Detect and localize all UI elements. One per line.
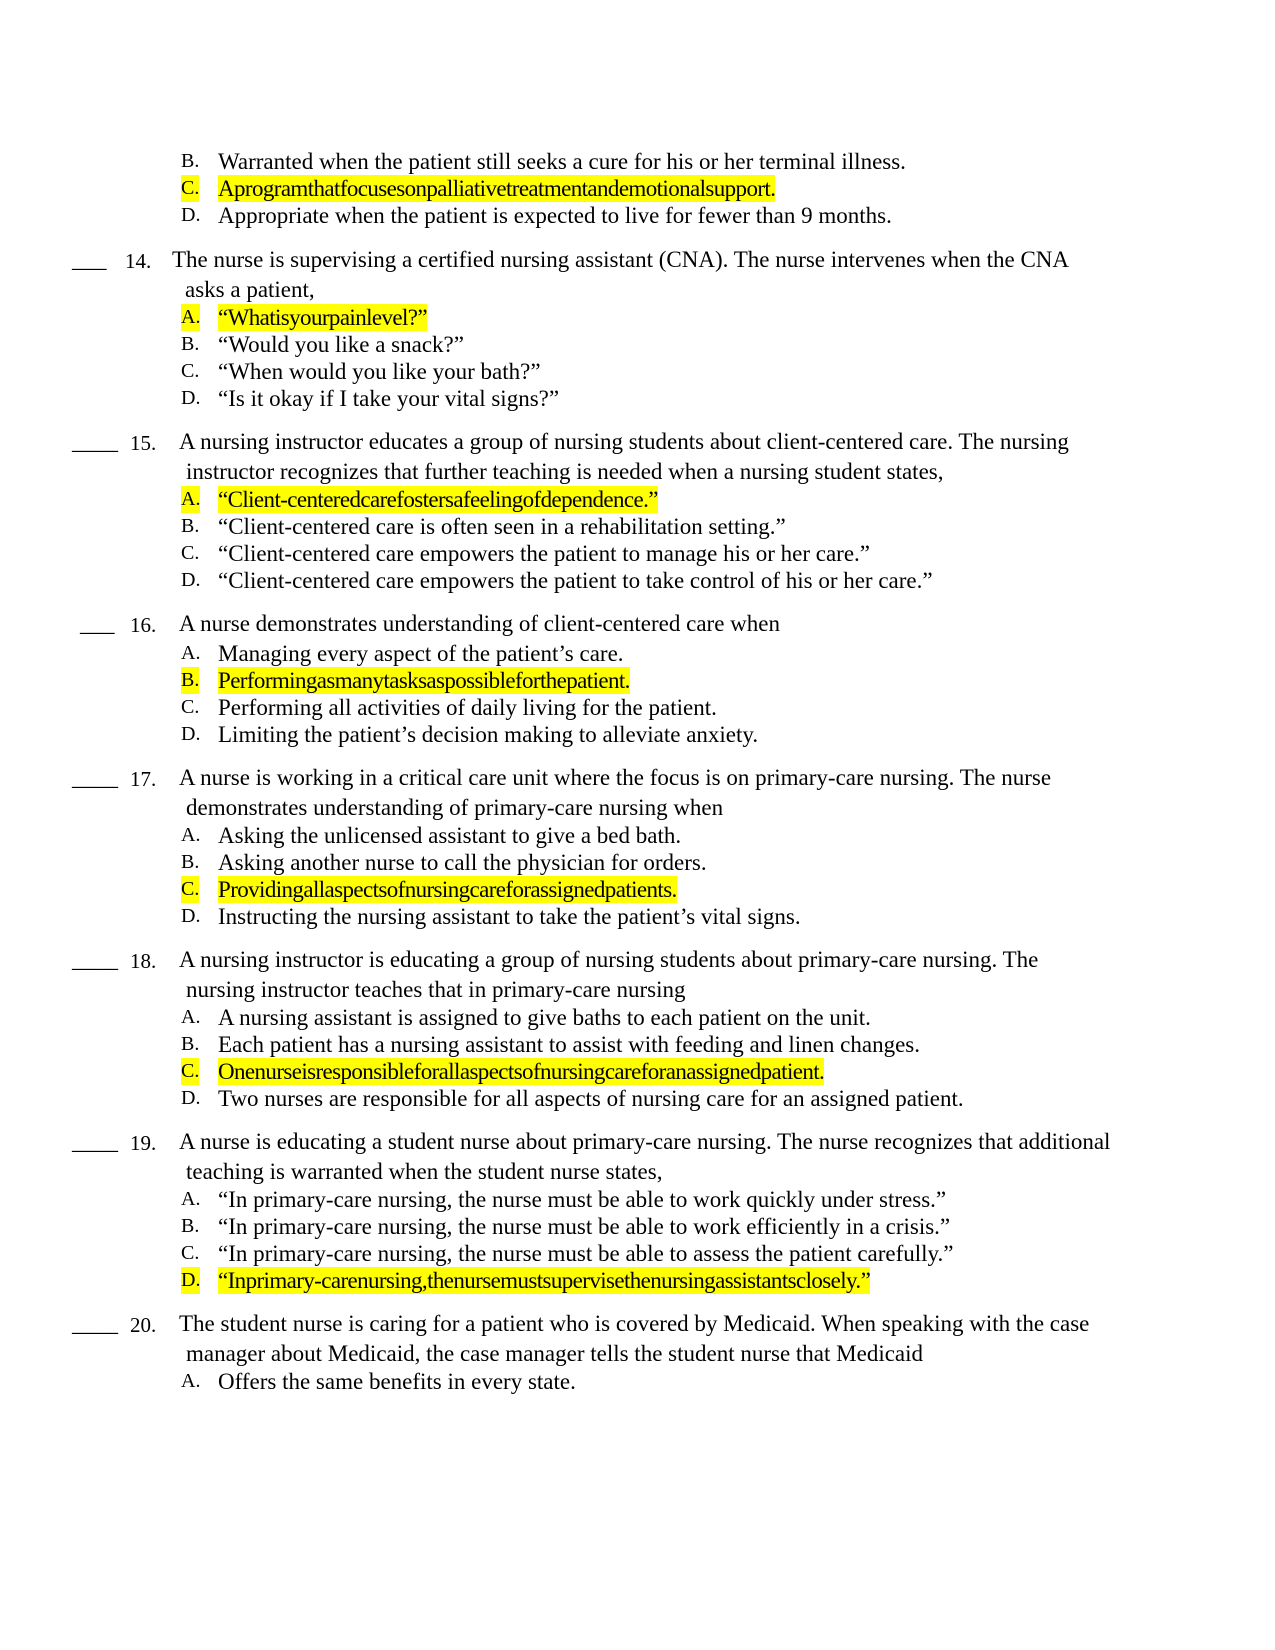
question-stem-line: manager about Medicaid, the case manager tells the student nurse that Medicaid <box>186 1341 924 1366</box>
option-letter-correct: A. <box>181 486 200 513</box>
option-letter-correct: A. <box>181 304 200 331</box>
answer-blank[interactable]: ____ <box>72 765 118 790</box>
question-number: 19. <box>130 1131 157 1155</box>
question-number: 17. <box>130 767 157 791</box>
option-text: “In primary-care nursing, the nurse must be able to work quickly under stress.” <box>218 1187 947 1212</box>
option-text-correct: Performingasmanytasksaspossibleforthepatient. <box>218 668 630 693</box>
option-text: Asking another nurse to call the physician for orders. <box>218 850 707 875</box>
option-text-correct: Onenurseisresponsibleforallaspectsofnursingcareforanassignedpatient. <box>218 1059 825 1084</box>
option-text: Each patient has a nursing assistant to assist with feeding and linen changes. <box>218 1032 920 1057</box>
option-text-correct: Providingallaspectsofnursingcareforassignedpatients. <box>218 877 677 902</box>
option-letter: A. <box>181 642 201 664</box>
question-stem-line: A nurse is working in a critical care unit where the focus is on primary-care nursing. The nurse <box>179 765 1052 790</box>
option-letter: D. <box>181 569 201 591</box>
option-text: Two nurses are responsible for all aspects of nursing care for an assigned patient. <box>218 1086 964 1111</box>
answer-blank[interactable]: ___ <box>72 247 107 272</box>
option-text: Warranted when the patient still seeks a cure for his or her terminal illness. <box>218 149 906 174</box>
option-letter: A. <box>181 1188 201 1210</box>
option-letter: C. <box>181 1242 200 1264</box>
option-text: Performing all activities of daily living for the patient. <box>218 695 717 720</box>
option-letter: A. <box>181 1006 201 1028</box>
option-text: “Client-centered care is often seen in a rehabilitation setting.” <box>218 514 786 539</box>
question-stem-line: A nursing instructor educates a group of nursing students about client-centered care. The nursing <box>179 429 1069 454</box>
option-text: “Client-centered care empowers the patient to manage his or her care.” <box>218 541 870 566</box>
option-text-correct: Aprogramthatfocusesonpalliativetreatmentandemotionalsupport. <box>218 176 776 201</box>
question-stem-line: A nursing instructor is educating a group of nursing students about primary-care nursing. The <box>179 947 1039 972</box>
option-letter-correct: B. <box>181 667 199 694</box>
option-text: Appropriate when the patient is expected to live for fewer than 9 months. <box>218 203 892 228</box>
question-stem-line: The student nurse is caring for a patient who is covered by Medicaid. When speaking with the case <box>179 1311 1090 1336</box>
option-text-correct: “Inprimary-carenursing,thenursemustsupervisethenursingassistantsclosely.” <box>218 1268 871 1293</box>
question-number: 20. <box>130 1313 157 1337</box>
option-text-correct: “Whatisyourpainlevel?” <box>218 305 428 330</box>
answer-blank[interactable]: ___ <box>80 611 115 636</box>
option-text: Managing every aspect of the patient’s care. <box>218 641 624 666</box>
option-letter: B. <box>181 851 200 873</box>
answer-blank[interactable]: ____ <box>72 429 118 454</box>
question-number: 15. <box>130 431 157 455</box>
option-text: “In primary-care nursing, the nurse must be able to work efficiently in a crisis.” <box>218 1214 951 1239</box>
option-letter-correct: C. <box>181 876 199 903</box>
option-text: Offers the same benefits in every state. <box>218 1369 576 1394</box>
option-text: “In primary-care nursing, the nurse must be able to assess the patient carefully.” <box>218 1241 954 1266</box>
answer-blank[interactable]: ____ <box>72 1311 118 1336</box>
option-letter-correct: D. <box>181 1267 200 1294</box>
question-stem-line: The nurse is supervising a certified nursing assistant (CNA). The nurse intervenes when the CNA <box>172 247 1070 272</box>
option-text: “Would you like a snack?” <box>218 332 464 357</box>
question-number: 16. <box>130 613 157 637</box>
option-text: A nursing assistant is assigned to give baths to each patient on the unit. <box>218 1005 871 1030</box>
answer-blank[interactable]: ____ <box>72 1129 118 1154</box>
option-text: Limiting the patient’s decision making to alleviate anxiety. <box>218 722 759 747</box>
option-letter: D. <box>181 1087 201 1109</box>
option-letter: D. <box>181 204 201 226</box>
question-number: 18. <box>130 949 157 973</box>
option-text: “When would you like your bath?” <box>218 359 541 384</box>
option-letter: B. <box>181 515 200 537</box>
option-letter: B. <box>181 333 200 355</box>
question-stem-line: A nurse is educating a student nurse about primary-care nursing. The nurse recognizes that additional <box>179 1129 1111 1154</box>
question-stem-line: instructor recognizes that further teaching is needed when a nursing student states, <box>186 459 944 484</box>
option-letter: A. <box>181 1370 201 1392</box>
question-stem-line: A nurse demonstrates understanding of client-centered care when <box>179 611 780 636</box>
option-letter: C. <box>181 542 200 564</box>
option-letter-correct: C. <box>181 175 199 202</box>
option-text: Asking the unlicensed assistant to give a bed bath. <box>218 823 682 848</box>
question-stem-line: nursing instructor teaches that in primary-care nursing <box>186 977 686 1002</box>
option-letter: C. <box>181 360 200 382</box>
option-text: “Client-centered care empowers the patient to take control of his or her care.” <box>218 568 933 593</box>
option-letter: D. <box>181 905 201 927</box>
option-letter: B. <box>181 1033 200 1055</box>
option-text: Instructing the nursing assistant to take the patient’s vital signs. <box>218 904 801 929</box>
question-stem-line: teaching is warranted when the student nurse states, <box>186 1159 663 1184</box>
question-stem-line: demonstrates understanding of primary-care nursing when <box>186 795 724 820</box>
option-text-correct: “Client-centeredcarefostersafeelingofdependence.” <box>218 487 658 512</box>
option-letter: B. <box>181 150 200 172</box>
option-letter: A. <box>181 824 201 846</box>
option-text: “Is it okay if I take your vital signs?” <box>218 386 560 411</box>
answer-blank[interactable]: ____ <box>72 947 118 972</box>
option-letter: C. <box>181 696 200 718</box>
question-number: 14. <box>125 249 152 273</box>
option-letter: D. <box>181 723 201 745</box>
option-letter: B. <box>181 1215 200 1237</box>
option-letter-correct: C. <box>181 1058 199 1085</box>
option-letter: D. <box>181 387 201 409</box>
question-stem-line: asks a patient, <box>185 277 315 302</box>
